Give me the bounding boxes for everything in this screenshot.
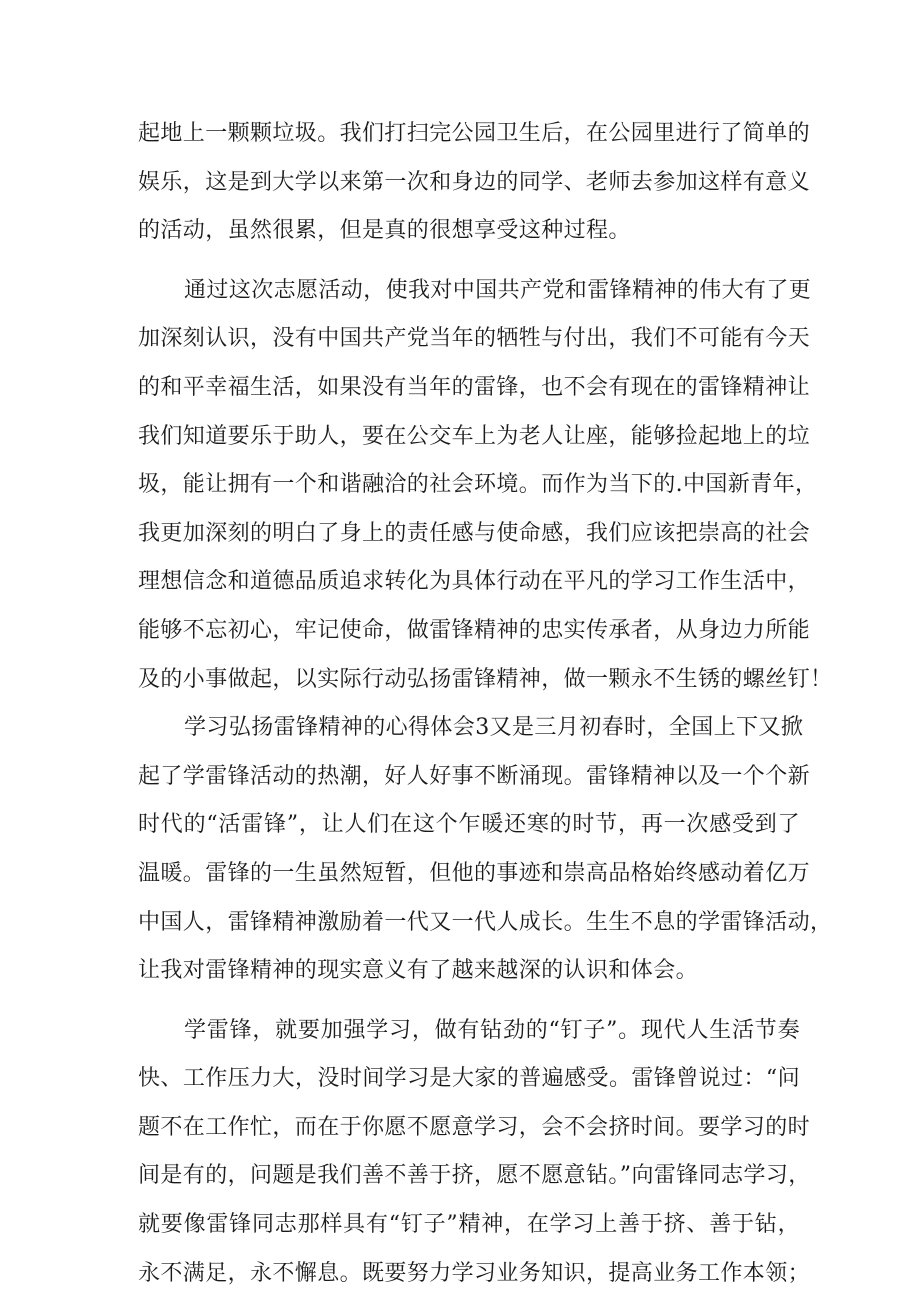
text-line: 我更加深刻的明白了身上的责任感与使命感，我们应该把崇高的社会 <box>138 520 811 546</box>
text-line: 及的小事做起，以实际行动弘扬雷锋精神，做一颗永不生锈的螺丝钉！ <box>138 666 833 692</box>
paragraph-4 <box>138 1007 811 1299</box>
text-line: 理想信念和道德品质追求转化为具体行动在平凡的学习工作生活中， <box>138 569 811 595</box>
text-line: 题不在工作忙，而在于你愿不愿意学习，会不会挤时间。要学习的时 <box>138 1114 811 1140</box>
text-line: 圾，能让拥有一个和谐融洽的社会环境。而作为当下的.中国新青年， <box>138 472 818 498</box>
document-body <box>138 110 833 1298</box>
text-line: 起地上一颗颗垃圾。我们打扫完公园卫生后，在公园里进行了简单的 <box>138 121 811 146</box>
paragraph-2 <box>138 267 833 704</box>
text-line: 间是有的，问题是我们善不善于挤，愿不愿意钻。”向雷锋同志学习， <box>138 1163 811 1189</box>
paragraph-3 <box>138 704 833 996</box>
text-line: 快、工作压力大，没时间学习是大家的普遍感受。雷锋曾说过：“问 <box>138 1066 800 1092</box>
text-line: 就要像雷锋同志那样具有“钉子”精神，在学习上善于挤、善于钻， <box>138 1212 800 1238</box>
text-line: 时代的“活雷锋”，让人们在这个乍暖还寒的时节，再一次感受到了 <box>138 812 800 838</box>
text-line: 学雷锋，就要加强学习，做有钻劲的“钉子”。现代人生活节奏 <box>184 1017 800 1043</box>
text-line: 学习弘扬雷锋精神的心得体会3又是三月初春时，全国上下又掀 <box>184 715 804 741</box>
text-line: 娱乐，这是到大学以来第一次和身边的同学、老师去参加这样有意义 <box>138 169 811 195</box>
text-line: 永不满足，永不懈息。既要努力学习业务知识，提高业务工作本领； <box>138 1260 811 1286</box>
text-line: 起了学雷锋活动的热潮，好人好事不断涌现。雷锋精神以及一个个新 <box>138 763 811 789</box>
paragraph-1 <box>138 110 811 256</box>
text-line: 中国人，雷锋精神激励着一代又一代人成长。生生不息的学雷锋活动， <box>138 909 833 935</box>
text-line: 让我对雷锋精神的现实意义有了越来越深的认识和体会。 <box>138 958 699 984</box>
text-line: 加深刻认识，没有中国共产党当年的牺牲与付出，我们不可能有今天 <box>138 326 811 352</box>
text-line: 的活动，虽然很累，但是真的很想享受这种过程。 <box>138 218 631 244</box>
text-line: 通过这次志愿活动，使我对中国共产党和雷锋精神的伟大有了更 <box>184 277 812 303</box>
text-line: 能够不忘初心，牢记使命，做雷锋精神的忠实传承者，从身边力所能 <box>138 617 811 643</box>
text-line: 温暖。雷锋的一生虽然短暂，但他的事迹和崇高品格始终感动着亿万 <box>138 860 811 886</box>
text-line: 我们知道要乐于助人，要在公交车上为老人让座，能够捡起地上的垃 <box>138 423 811 449</box>
text-line: 的和平幸福生活，如果没有当年的雷锋，也不会有现在的雷锋精神让 <box>138 374 811 400</box>
